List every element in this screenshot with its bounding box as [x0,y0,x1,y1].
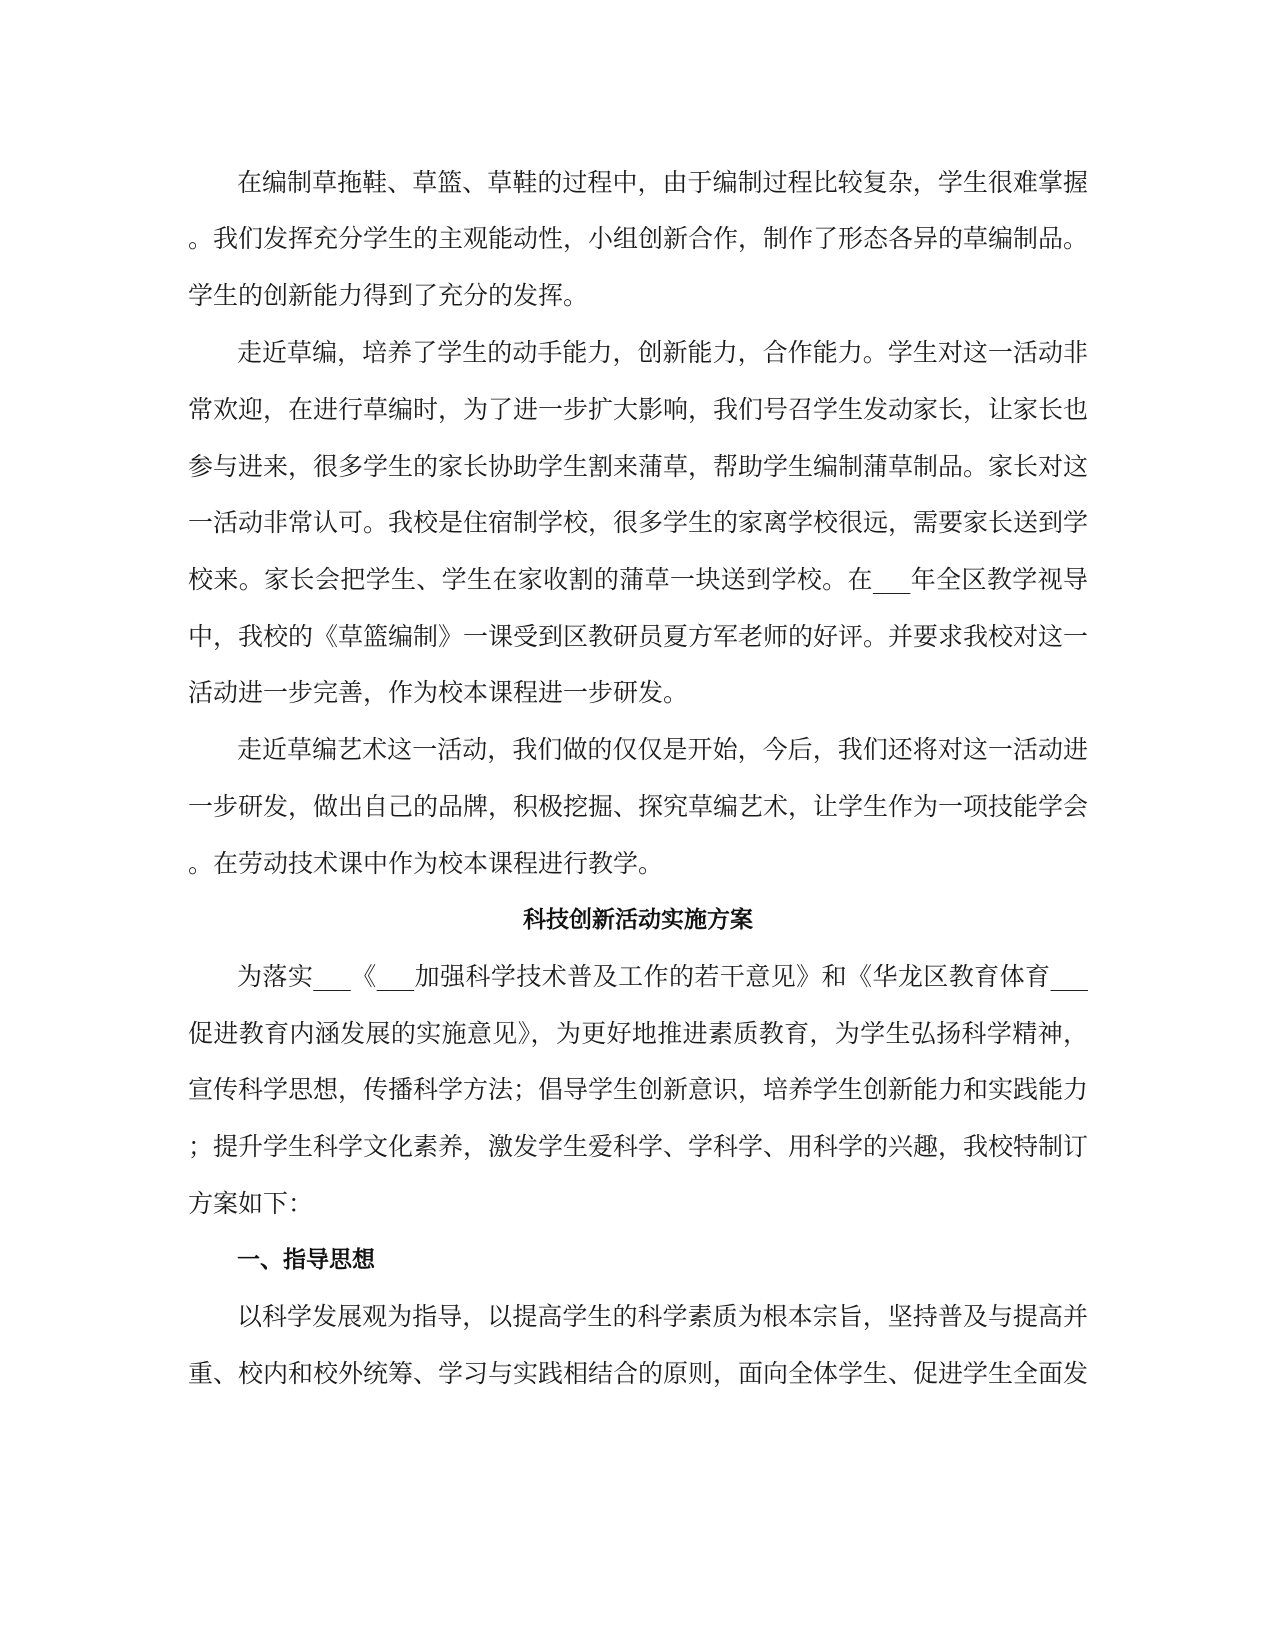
paragraph-line: 促进教育内涵发展的实施意见》，为更好地推进素质教育，为学生弘扬科学精神， [188,1019,1088,1048]
section-heading: 一、指导思想 [237,1247,375,1273]
paragraph-line: 活动进一步完善，作为校本课程进一步研发。 [188,678,689,707]
paragraph-line: 宣传科学思想，传播科学方法；倡导学生创新意识，培养学生创新能力和实践能力 [188,1075,1089,1104]
paragraph-line: ；提升学生科学文化素养，激发学生爱科学、学科学、用科学的兴趣，我校特制订 [188,1132,1089,1161]
paragraph-line: 。在劳动技术课中作为校本课程进行教学。 [188,849,664,878]
paragraph-line: 方案如下： [188,1189,314,1218]
paragraph-line: 以科学发展观为指导，以提高学生的科学素质为根本宗旨，坚持普及与提高并 [237,1302,1088,1331]
paragraph-line: 学生的创新能力得到了充分的发挥。 [188,281,589,310]
document-title: 科技创新活动实施方案 [523,907,753,933]
paragraph-line: 走近草编艺术这一活动，我们做的仅仅是开始，今后，我们还将对这一活动进 [237,735,1088,764]
paragraph-line: 重、校内和校外统筹、学习与实践相结合的原则，面向全体学生、促进学生全面发 [188,1359,1089,1388]
paragraph-line: 为落实___《___加强科学技术普及工作的若干意见》和《华龙区教育体育___ [237,962,1088,991]
paragraph-line: 走近草编，培养了学生的动手能力，创新能力，合作能力。学生对这一活动非 [237,338,1088,367]
paragraph-line: 一活动非常认可。我校是住宿制学校，很多学生的家离学校很远，需要家长送到学 [188,508,1089,537]
paragraph-line: 常欢迎，在进行草编时，为了进一步扩大影响，我们号召学生发动家长，让家长也 [188,395,1089,424]
paragraph-line: 。我们发挥充分学生的主观能动性，小组创新合作，制作了形态各异的草编制品。 [188,224,1089,253]
paragraph-line: 中，我校的《草篮编制》一课受到区教研员夏方军老师的好评。并要求我校对这一 [188,622,1089,651]
paragraph-line: 校来。家长会把学生、学生在家收割的蒲草一块送到学校。在___年全区教学视导 [188,565,1088,594]
paragraph-line: 参与进来，很多学生的家长协助学生割来蒲草，帮助学生编制蒲草制品。家长对这 [188,452,1089,481]
paragraph-line: 一步研发，做出自己的品牌，积极挖掘、探究草编艺术，让学生作为一项技能学会 [188,792,1089,821]
paragraph-line: 在编制草拖鞋、草篮、草鞋的过程中，由于编制过程比较复杂，学生很难掌握 [237,168,1088,197]
